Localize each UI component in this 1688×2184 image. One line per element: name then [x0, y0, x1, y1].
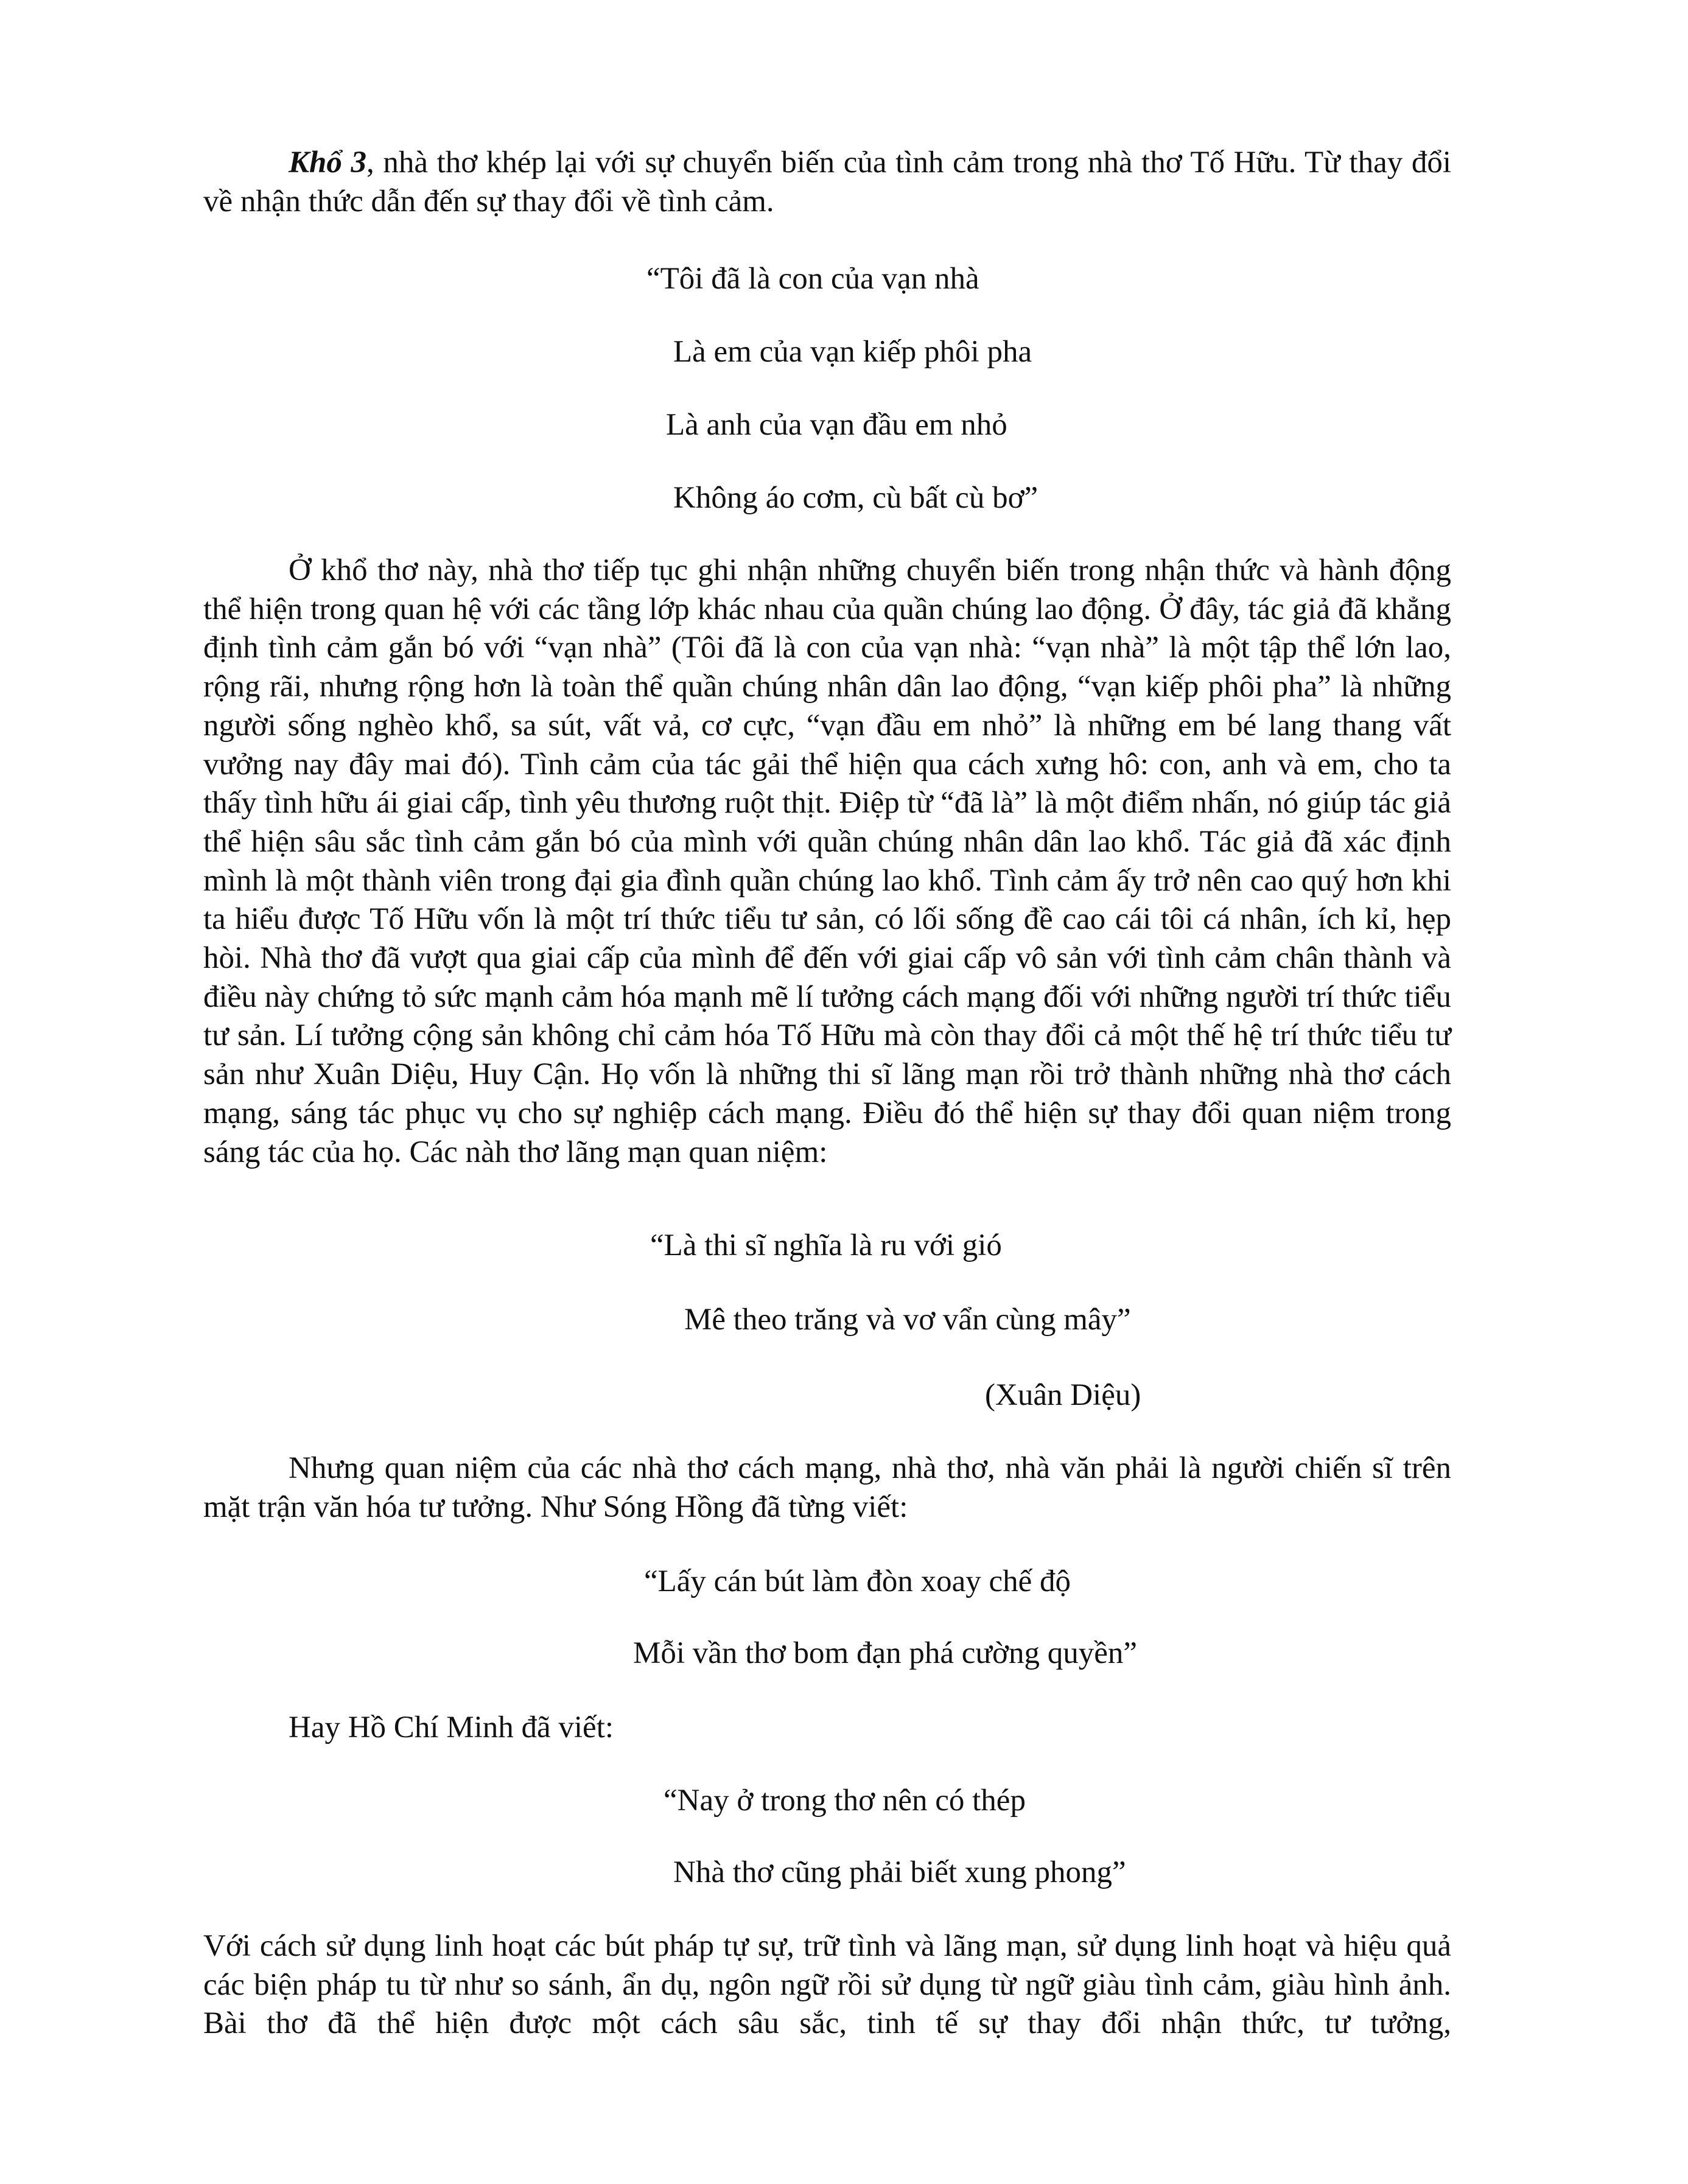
- intro-text: , nhà thơ khép lại với sự chuyển biến của tình cảm trong nhà thơ Tố Hữu. Từ thay đổi về nhận thức dẫn đến sự thay đổi về tình cảm.: [203, 145, 1451, 219]
- intro-paragraph: [203, 144, 1451, 221]
- verse-line: “Lấy cán bút làm đòn xoay chế độ: [644, 1564, 1071, 1598]
- verse-line: Nhà thơ cũng phải biết xung phong”: [673, 1855, 1126, 1889]
- paragraph-4: Hay Hồ Chí Minh đã viết:: [289, 1710, 614, 1745]
- verse-line: Mỗi vần thơ bom đạn phá cường quyền”: [633, 1636, 1138, 1670]
- verse-line: Mê theo trăng và vơ vẩn cùng mây”: [684, 1303, 1131, 1337]
- paragraph-3: [203, 1449, 1451, 1527]
- verse-line: Không áo cơm, cù bất cù bơ”: [673, 481, 1038, 515]
- verse-line: “Nay ở trong thơ nên có thép: [664, 1783, 1026, 1818]
- analysis-text: Ở khổ thơ này, nhà thơ tiếp tục ghi nhận những chuyển biến trong nhận thức và hành động thể hiện trong quan hệ với các tầng lớp khác nhau của quần chúng lao động. Ở đây, tác giả đã khẳng định tình cảm gắn bó với “vạn nhà” (Tôi đã là con của vạn nhà: “vạn nhà” là một tập thể lớn lao, rộng rãi, nhưng rộng hơn là toàn thể quần chúng nhân dân lao động, “vạn kiếp phôi pha” là những người sống nghèo khổ, sa sút, vất vả, cơ cực, “vạn đầu em nhỏ” là những em bé lang thang vất vưởng nay đây mai đó). Tình cảm của tác gải thể hiện qua cách xưng hô: con, anh và em, cho ta thấy tình hữu ái giai cấp, tình yêu thương ruột thịt. Điệp từ “đã là” là một điểm nhấn, nó giúp tác giả thể hiện sâu sắc tình cảm gắn bó của mình với quần chúng nhân dân lao khổ. Tác giả đã xác định mình là một thành viên trong đại gia đình quần chúng lao khổ. Tình cảm ấy trở nên cao quý hơn khi ta hiểu được Tố Hữu vốn là một trí thức tiểu tư sản, có lối sống đề cao cái tôi cá nhân, ích kỉ, hẹp hòi. Nhà thơ đã vượt qua giai cấp của mình để đến với giai cấp vô sản với tình cảm chân thành và điều này chứng tỏ sức mạnh cảm hóa mạnh mẽ lí tưởng cách mạng đối với những người trí thức tiểu tư sản. Lí tưởng cộng sản không chỉ cảm hóa Tố Hữu mà còn thay đổi cả một thế hệ trí thức tiểu tư sản như Xuân Diệu, Huy Cận. Họ vốn là những thi sĩ lãng mạn rồi trở thành những nhà thơ cách mạng, sáng tác phục vụ cho sự nghiệp cách mạng. Điều đó thể hiện sự thay đổi quan niệm trong sáng tác của họ. Các nàh thơ lãng mạn quan niệm:: [203, 553, 1451, 1169]
- verse-line: Là em của vạn kiếp phôi pha: [673, 335, 1032, 369]
- verse-line: “Tôi đã là con của vạn nhà: [646, 262, 979, 296]
- stanza-label: Khổ 3: [289, 145, 366, 180]
- paragraph-3-text: Nhưng quan niệm của các nhà thơ cách mạng, nhà thơ, nhà văn phải là người chiến sĩ trên mặt trận văn hóa tư tưởng. Như Sóng Hồng đã từng viết:: [203, 1451, 1451, 1524]
- analysis-paragraph: [203, 551, 1451, 1172]
- verse-line: Là anh của vạn đầu em nhỏ: [666, 408, 1007, 442]
- attribution: (Xuân Diệu): [985, 1378, 1141, 1412]
- verse-line: “Là thi sĩ nghĩa là ru với gió: [650, 1228, 1002, 1262]
- conclusion-paragraph: [203, 1927, 1451, 2043]
- conclusion-text: Với cách sử dụng linh hoạt các bút pháp tự sự, trữ tình và lãng mạn, sử dụng linh hoạt và hiệu quả các biện pháp tu từ như so sánh, ẩn dụ, ngôn ngữ rồi sử dụng từ ngữ giàu tình cảm, giàu hình ảnh. Bài thơ đã thể hiện được một cách sâu sắc, tinh tế sự thay đổi nhận thức, tư tưởng,: [203, 1929, 1451, 2041]
